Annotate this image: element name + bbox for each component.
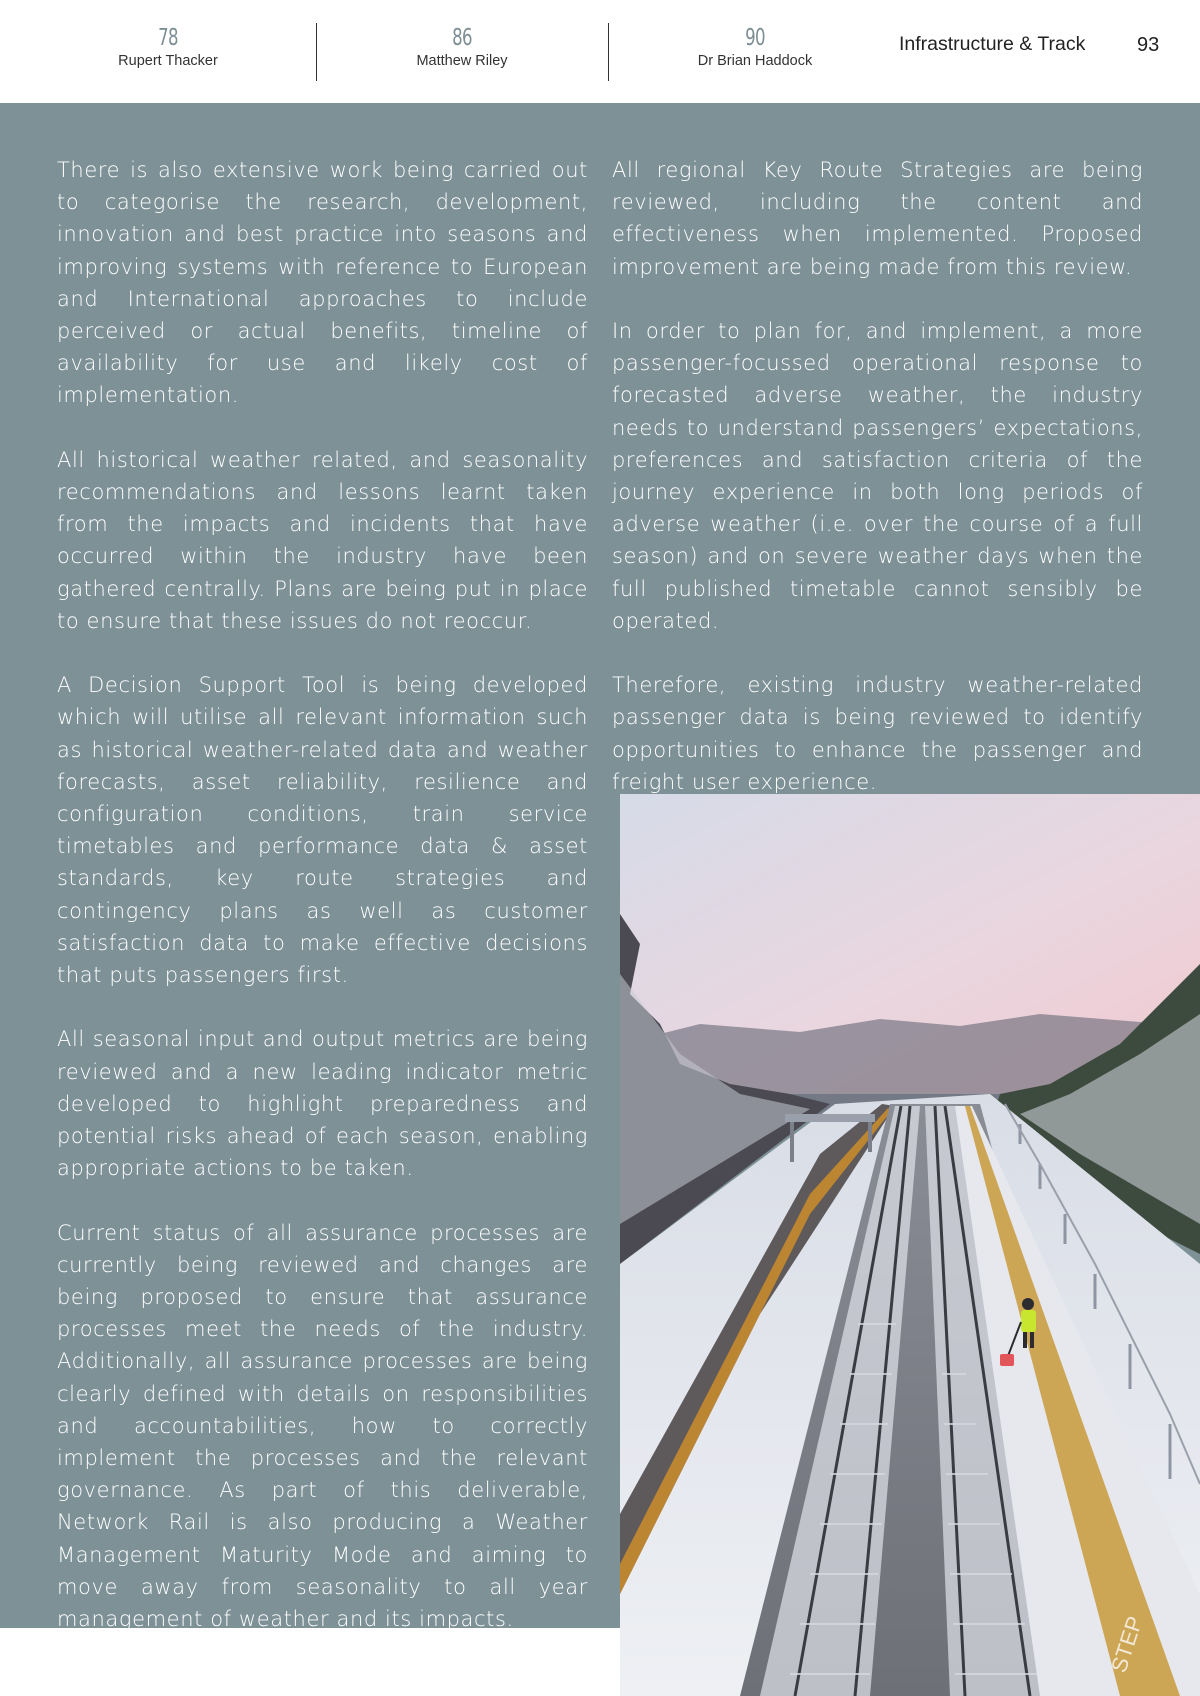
- nav-link-rupert-thacker[interactable]: [68, 24, 268, 70]
- left-text-column: [57, 154, 588, 1667]
- body-paragraph: All regional Key Route Strategies are being reviewed, including the content and effectiveness when implemented. Proposed improvement are being made from this review.: [612, 158, 1143, 279]
- body-paragraph: In order to plan for, and implement, a more passenger-focussed operational response to forecasted adverse weather, the industry needs to understand passengers’ expectations, preferences and satisfaction criteria of the journey experience in both long periods of adverse weather (i.e. over the course of a full season) and on severe weather days when the full published timetable cannot sensibly be operated.: [612, 319, 1143, 633]
- body-paragraph: Current status of all assurance processes are currently being reviewed and changes are being proposed to ensure that assurance processes meet the needs of the industry. Additionally, all assurance processes are being clearly defined with details on responsibilities and accountabilities, how to correctly implement the processes and the relevant governance. As part of this deliverable, Network Rail is also producing a Weather Management Maturity Mode and aiming to move away from seasonality to all year management of weather and its impacts.: [57, 1220, 588, 1632]
- body-paragraph: All historical weather related, and seasonality recommendations and lessons learnt taken from the impacts and incidents that have occurred within the industry have been gathered centrally. Plans are being put in place to ensure that these issues do not reoccur.: [57, 447, 588, 633]
- nav-author-name: Matthew Riley: [416, 53, 508, 69]
- nav-author-name: Dr Brian Haddock: [697, 53, 813, 69]
- nav-page-number: 78: [158, 25, 178, 51]
- platform-step-marking: STEP: [1105, 1613, 1148, 1676]
- body-paragraph: There is also extensive work being carried out to categorise the research, development, innovation and best practice into seasons and improving systems with reference to European and International approaches to include perceived or actual benefits, timeline of availability for use and likely cost of implementation.: [57, 158, 588, 408]
- body-paragraph: Therefore, existing industry weather-related passenger data is being reviewed to identify opportunities to enhance the passenger and freight user experience.: [612, 673, 1143, 794]
- nav-divider: [316, 23, 317, 81]
- nav-page-number: 90: [745, 25, 765, 51]
- page-number: 93: [1137, 34, 1160, 56]
- platform-shelter-roof: [785, 1114, 875, 1122]
- body-paragraph: A Decision Support Tool is being developed which will utilise all relevant information such as historical weather-related data and weather forecasts, asset reliability, resilience and configuration conditions, train service timetables and performance data & asset standards, key route strategies and contingency plans as well as customer satisfaction data to make effective decisions that puts passengers first.: [57, 673, 588, 988]
- section-title: Infrastructure & Track: [899, 33, 1086, 55]
- body-paragraph: All seasonal input and output metrics are being reviewed and a new leading indicator metric developed to highlight preparedness and potential risks ahead of each season, enabling appropriate actions to be taken.: [57, 1027, 588, 1181]
- right-text-column: [612, 154, 1143, 830]
- nav-link-matthew-riley[interactable]: [362, 24, 562, 70]
- railway-illustration: [620, 794, 1200, 1696]
- nav-link-brian-haddock[interactable]: [655, 24, 855, 70]
- nav-divider: [608, 23, 609, 81]
- nav-author-name: Rupert Thacker: [118, 53, 218, 69]
- page-header: [0, 0, 1200, 103]
- nav-page-number: 86: [452, 25, 472, 51]
- snowy-railway-photo: [620, 794, 1200, 1696]
